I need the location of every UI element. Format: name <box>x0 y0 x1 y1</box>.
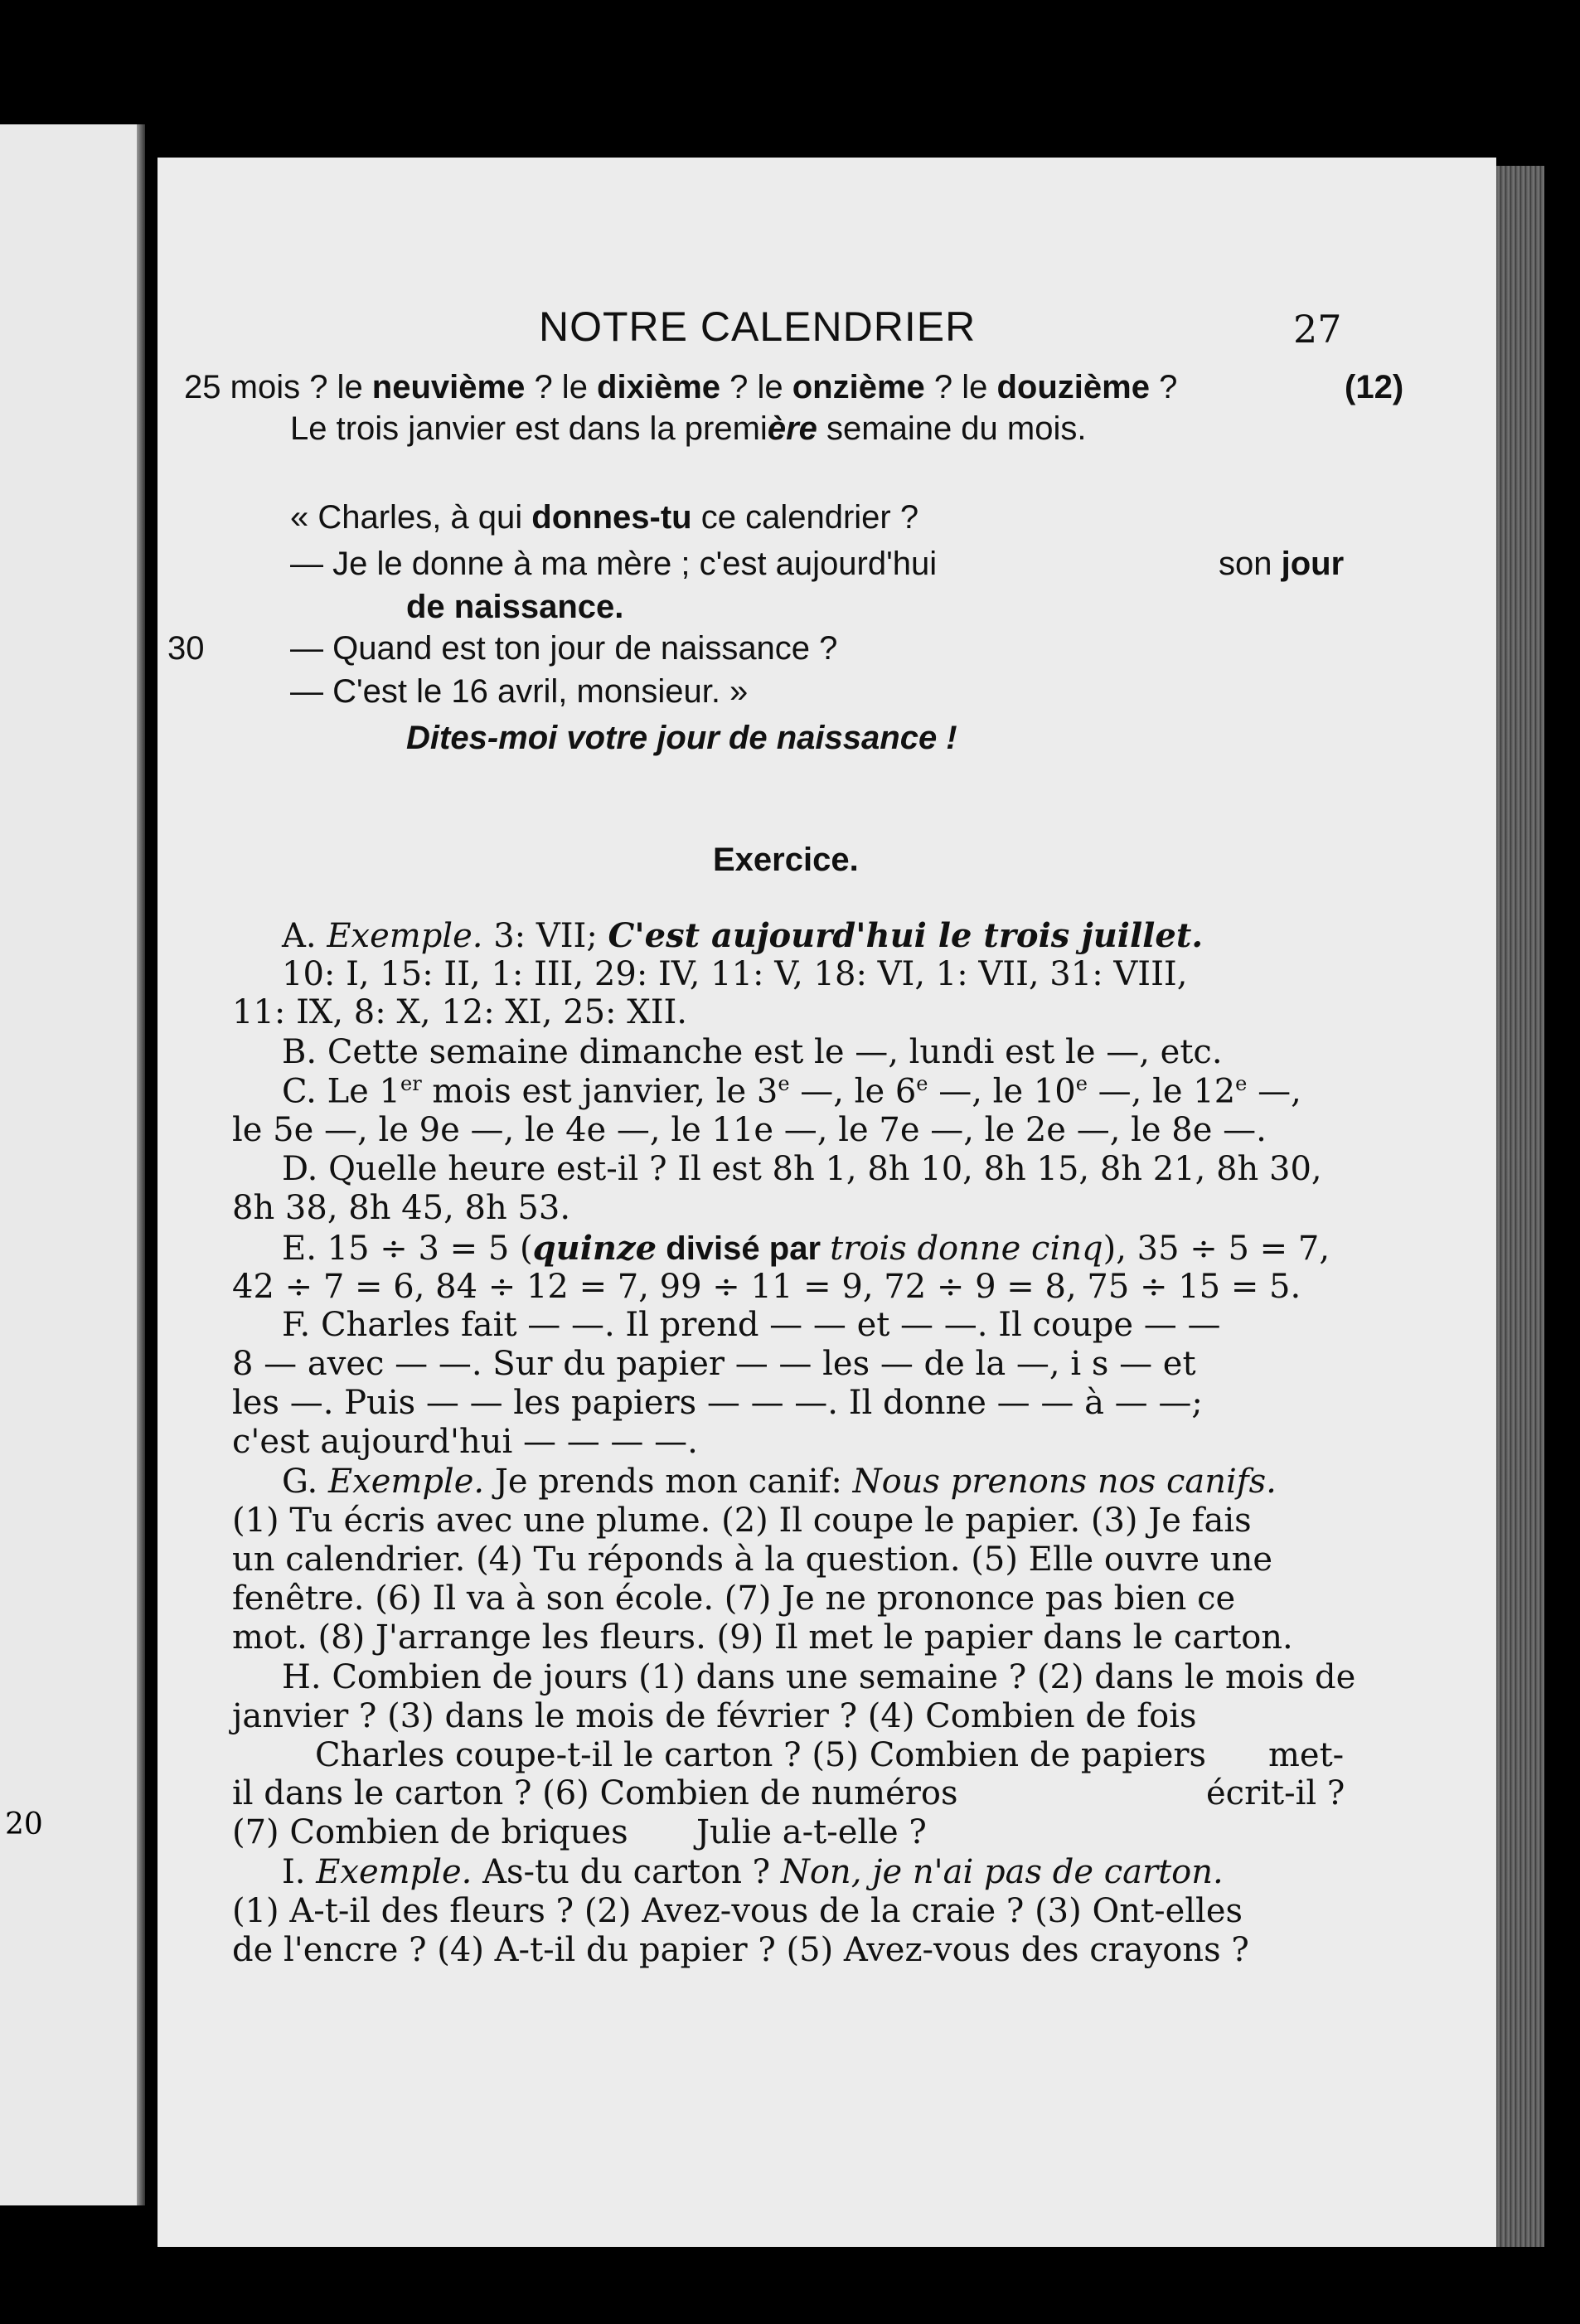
exercise-line: 8h 38, 8h 45, 8h 53. <box>232 1189 571 1227</box>
dialogue-line: « Charles, à qui donnes-tu ce calendrier ? <box>290 499 919 536</box>
exercise-line: (1) Tu écris avec une plume. (2) Il coupe le papier. (3) Je fais <box>232 1502 1252 1540</box>
section-tag: (12) <box>1345 369 1404 405</box>
exercise-line: janvier ? (3) dans le mois de février ? (4) Combien de fois <box>232 1697 1197 1735</box>
exercise-line: E. 15 ÷ 3 = 5 (quinze divisé par trois donne cinq), 35 ÷ 5 = 7, <box>282 1229 1330 1268</box>
left-page-edge <box>137 124 145 2205</box>
exercise-line: 8 — avec — —. Sur du papier — — les — de la —, i s — et <box>232 1345 1196 1383</box>
exercise-line: Charles coupe-t-il le carton ? (5) Combien de papiers <box>315 1736 1207 1774</box>
left-page <box>0 124 145 2205</box>
exercise-line: G. Exemple. Je prends mon canif: Nous prenons nos canifs. <box>282 1463 1277 1501</box>
left-page-line-number: 20 <box>5 1807 43 1841</box>
exercise-line: c'est aujourd'hui — — — —. <box>232 1423 698 1461</box>
exercise-line: I. Exemple. As-tu du carton ? Non, je n'ai pas de carton. <box>282 1853 1224 1891</box>
exercise-line: B. Cette semaine dimanche est le —, lundi est le —, etc. <box>282 1033 1223 1071</box>
exercise-line-end: écrit-il ? <box>1206 1774 1345 1812</box>
exercise-line: 11: IX, 8: X, 12: XI, 25: XII. <box>232 993 688 1031</box>
text-line: 25 mois ? le neuvième ? le dixième ? le onzième ? le douzième ? <box>184 369 1178 405</box>
dialogue-line: — Quand est ton jour de naissance ? <box>290 630 838 667</box>
dialogue-line-end: son jour <box>1219 546 1345 582</box>
dialogue-line: — Je le donne à ma mère ; c'est aujourd'hui <box>290 546 938 582</box>
exercise-line: F. Charles fait — —. Il prend — — et — —. Il coupe — — <box>282 1306 1221 1344</box>
exercise-line-end: met- <box>1268 1736 1345 1774</box>
exercise-line: fenêtre. (6) Il va à son école. (7) Je ne prononce pas bien ce <box>232 1579 1236 1618</box>
book-page-edges <box>1496 166 1544 2247</box>
exercise-line-end: Julie a-t-elle ? <box>696 1813 927 1851</box>
exercise-line: (1) A-t-il des fleurs ? (2) Avez-vous de la craie ? (3) Ont-elles <box>232 1892 1243 1930</box>
exercise-line: mot. (8) J'arrange les fleurs. (9) Il met le papier dans le carton. <box>232 1618 1293 1657</box>
exercise-line: D. Quelle heure est-il ? Il est 8h 1, 8h 10, 8h 15, 8h 21, 8h 30, <box>282 1150 1322 1188</box>
page-number: 27 <box>1293 307 1342 352</box>
exercise-line: les —. Puis — — les papiers — — —. Il donne — — à — —; <box>232 1384 1203 1422</box>
exercise-line: 42 ÷ 7 = 6, 84 ÷ 12 = 7, 99 ÷ 11 = 9, 72 ÷ 9 = 8, 75 ÷ 15 = 5. <box>232 1268 1301 1306</box>
exercise-line: le 5e —, le 9e —, le 4e —, le 11e —, le 7e —, le 2e —, le 8e —. <box>232 1111 1267 1149</box>
dialogue-line: — C'est le 16 avril, monsieur. » <box>290 673 749 710</box>
book-page <box>158 158 1496 2247</box>
exercise-line: A. Exemple. 3: VII; C'est aujourd'hui le trois juillet. <box>282 916 1204 955</box>
exercise-line: 10: I, 15: II, 1: III, 29: IV, 11: V, 18: VI, 1: VII, 31: VIII, <box>282 955 1188 993</box>
dialogue-line: Dites-moi votre jour de naissance ! <box>406 720 957 756</box>
exercise-line: C. Le 1er mois est janvier, le 3e —, le 6e —, le 10e —, le 12e —, <box>282 1072 1301 1111</box>
text-line: Le trois janvier est dans la première semaine du mois. <box>290 410 1087 447</box>
line-number: 25 <box>184 369 221 405</box>
exercise-line: il dans le carton ? (6) Combien de numéros <box>232 1774 958 1812</box>
exercise-line: un calendrier. (4) Tu réponds à la question. (5) Elle ouvre une <box>232 1540 1272 1579</box>
running-header: NOTRE CALENDRIER <box>539 303 977 350</box>
exercise-line: (7) Combien de briques <box>232 1813 628 1851</box>
exercise-line: de l'encre ? (4) A-t-il du papier ? (5) Avez-vous des crayons ? <box>232 1931 1249 1969</box>
line-number: 30 <box>167 630 205 667</box>
exercise-title: Exercice. <box>713 842 859 878</box>
exercise-line: H. Combien de jours (1) dans une semaine ? (2) dans le mois de <box>282 1658 1356 1696</box>
dialogue-line: de naissance. <box>406 589 624 625</box>
